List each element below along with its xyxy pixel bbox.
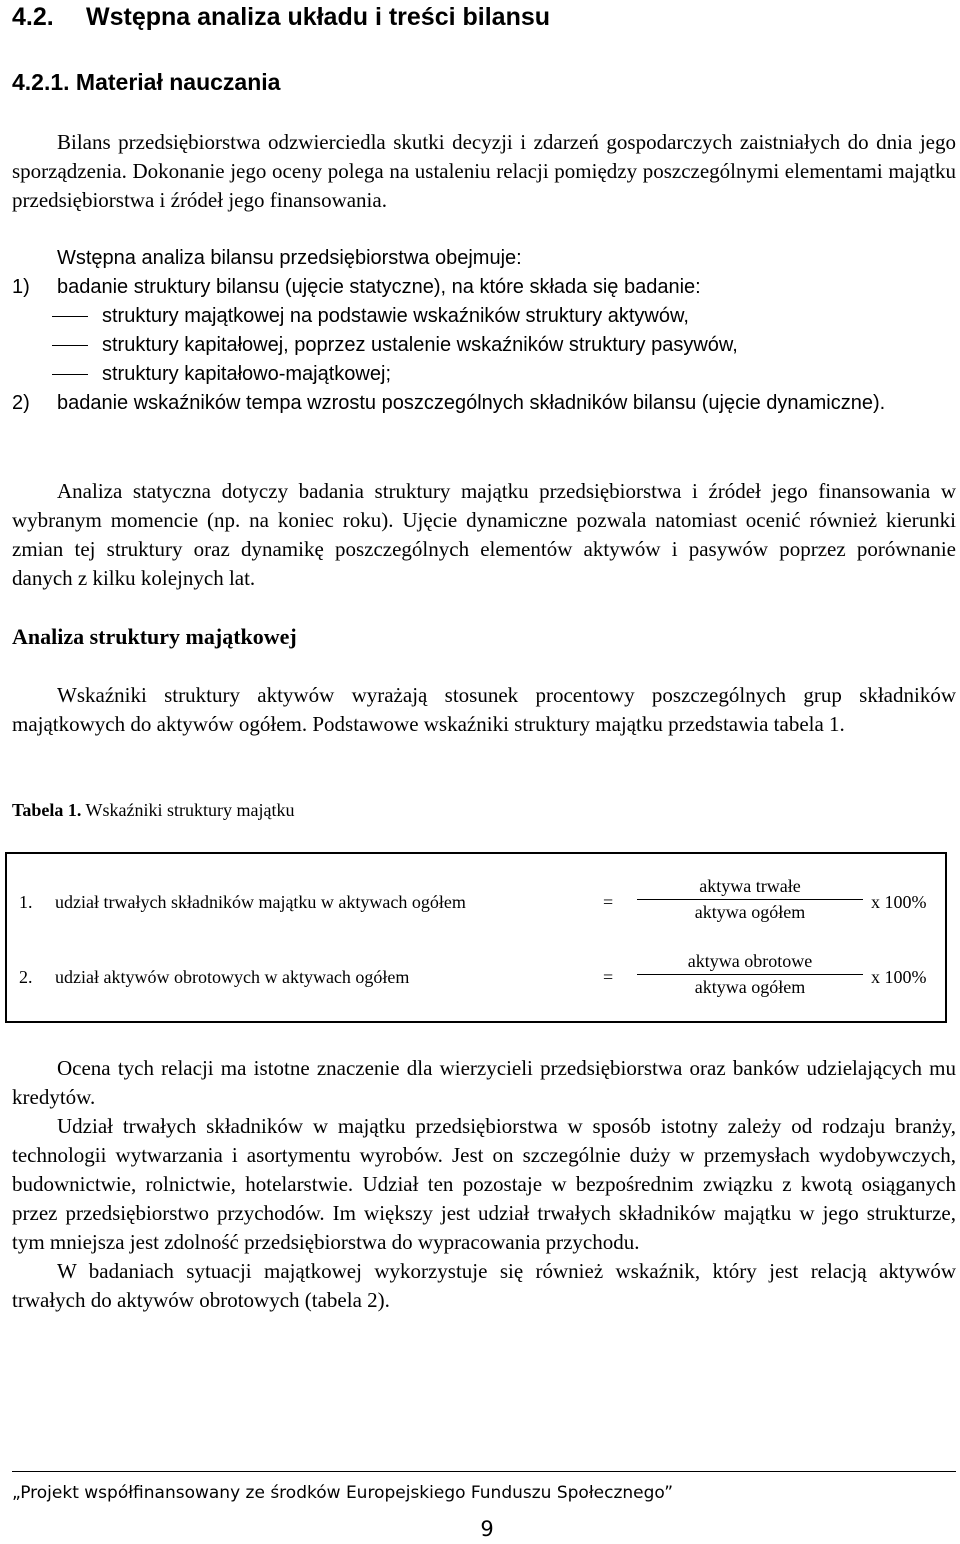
row-description: udział aktywów obrotowych w aktywach ogółem bbox=[55, 967, 410, 987]
dash-marker bbox=[52, 316, 88, 317]
table-row bbox=[7, 874, 945, 934]
fraction bbox=[637, 874, 863, 924]
table-caption bbox=[12, 798, 295, 822]
list-item-text: badanie struktury bilansu (ujęcie statyczne), na które składa się badanie: bbox=[57, 276, 701, 298]
sub-list-item-text: struktury kapitałowej, poprzez ustalenie wskaźników struktury pasywów, bbox=[102, 334, 738, 356]
table-caption-label: Tabela 1. bbox=[12, 800, 82, 820]
sub-list-item bbox=[12, 302, 956, 331]
closing-block bbox=[12, 1054, 956, 1315]
table-caption-title: Wskaźniki struktury majątku bbox=[85, 800, 295, 820]
fraction-numerator: aktywa trwałe bbox=[699, 876, 801, 896]
chapter-number: 4.2. bbox=[12, 3, 54, 31]
closing-paragraph: W badaniach sytuacji majątkowej wykorzystuje się również wskaźnik, który jest relacją aktywów trwałych do aktywów obrotowych (tabela 2). bbox=[12, 1259, 956, 1312]
page-number: 9 bbox=[480, 1517, 494, 1541]
row-multiplier: x 100% bbox=[871, 892, 927, 912]
footer-text: „Projekt współfinansowany ze środków Europejskiego Funduszu Społecznego” bbox=[12, 1483, 674, 1503]
fraction-denominator: aktywa ogółem bbox=[694, 977, 806, 997]
fraction-numerator: aktywa obrotowe bbox=[687, 951, 813, 971]
document-page bbox=[12, 0, 956, 1544]
section-heading: 4.2.1. Materiał nauczania bbox=[12, 69, 281, 95]
static-analysis-paragraph: Analiza statyczna dotyczy badania struktury majątku przedsiębiorstwa i źródeł jego finansowania w wybranym momencie (np. na koniec roku). Ujęcie dynamiczne pozwala natomiast ocenić również kierunki zmian tej struktury oraz dynamikę poszczególnych elementów aktywów i pasywów poprzez porównanie danych z kilku kolejnych lat. bbox=[12, 479, 956, 590]
row-description: udział trwałych składników majątku w aktywach ogółem bbox=[55, 892, 466, 912]
section-paragraph: Wskaźniki struktury aktywów wyrażają stosunek procentowy poszczególnych grup składników majątkowych do aktywów ogółem. Podstawowe wskaźniki struktury majątku przedstawia tabela 1. bbox=[12, 683, 956, 736]
dash-marker bbox=[52, 345, 88, 346]
row-number: 1. bbox=[19, 892, 33, 912]
fraction bbox=[637, 949, 863, 999]
sub-list-item bbox=[12, 360, 956, 389]
chapter-heading bbox=[12, 2, 550, 32]
closing-paragraph: Ocena tych relacji ma istotne znaczenie dla wierzycieli przedsiębiorstwa oraz banków udzielających mu kredytów. bbox=[12, 1056, 956, 1109]
formula-table bbox=[5, 852, 947, 1023]
list-item-text: badanie wskaźników tempa wzrostu poszczególnych składników bilansu (ujęcie dynamiczne). bbox=[57, 392, 886, 414]
dash-marker bbox=[52, 374, 88, 375]
closing-paragraph: Udział trwałych składników w majątku przedsiębiorstwa w sposób istotny zależy od rodzaju branży, technologii wytwarzania i asortymentu wyrobów. Jest on szczególnie duży w przemysłach wydobywczych, budownictwie, rolnictwie, hotelarstwie. Udział ten pozostaje w bezpośrednim związku z kwotą osiąganych przez przedsiębiorstwo przychodów. Im większy jest udział trwałych składników majątku w jego strukturze, tym mniejsza jest zdolność przedsiębiorstwa do wypracowania przychodu. bbox=[12, 1114, 956, 1254]
sub-list-item bbox=[12, 331, 956, 360]
list-marker: 1) bbox=[12, 276, 30, 298]
row-number: 2. bbox=[19, 967, 33, 987]
section-intro-block bbox=[12, 681, 956, 739]
fraction-denominator: aktywa ogółem bbox=[694, 902, 806, 922]
analysis-intro: Wstępna analiza bilansu przedsiębiorstwa obejmuje: bbox=[57, 247, 522, 269]
row-multiplier: x 100% bbox=[871, 967, 927, 987]
sub-list-item-text: struktury majątkowej na podstawie wskaźników struktury aktywów, bbox=[102, 305, 689, 327]
sub-list-item-text: struktury kapitałowo-majątkowej; bbox=[102, 363, 391, 385]
intro-block bbox=[12, 128, 956, 215]
list-marker: 2) bbox=[12, 392, 30, 414]
equals-sign: = bbox=[603, 967, 614, 987]
table-row bbox=[7, 949, 945, 1009]
static-analysis-block bbox=[12, 477, 956, 593]
list-item bbox=[12, 273, 956, 302]
analysis-list-block bbox=[12, 244, 956, 418]
equals-sign: = bbox=[603, 892, 614, 912]
intro-paragraph: Bilans przedsiębiorstwa odzwierciedla skutki decyzji i zdarzeń gospodarczych zaistniałych do dnia jego sporządzenia. Dokonanie jego oceny polega na ustaleniu relacji pomiędzy poszczególnymi elementami majątku przedsiębiorstwa i źródeł jego finansowania. bbox=[12, 130, 956, 212]
section-title: Analiza struktury majątkowej bbox=[12, 624, 297, 649]
list-item bbox=[12, 389, 956, 418]
footer-divider bbox=[12, 1471, 956, 1472]
chapter-title: Wstępna analiza układu i treści bilansu bbox=[86, 3, 551, 31]
